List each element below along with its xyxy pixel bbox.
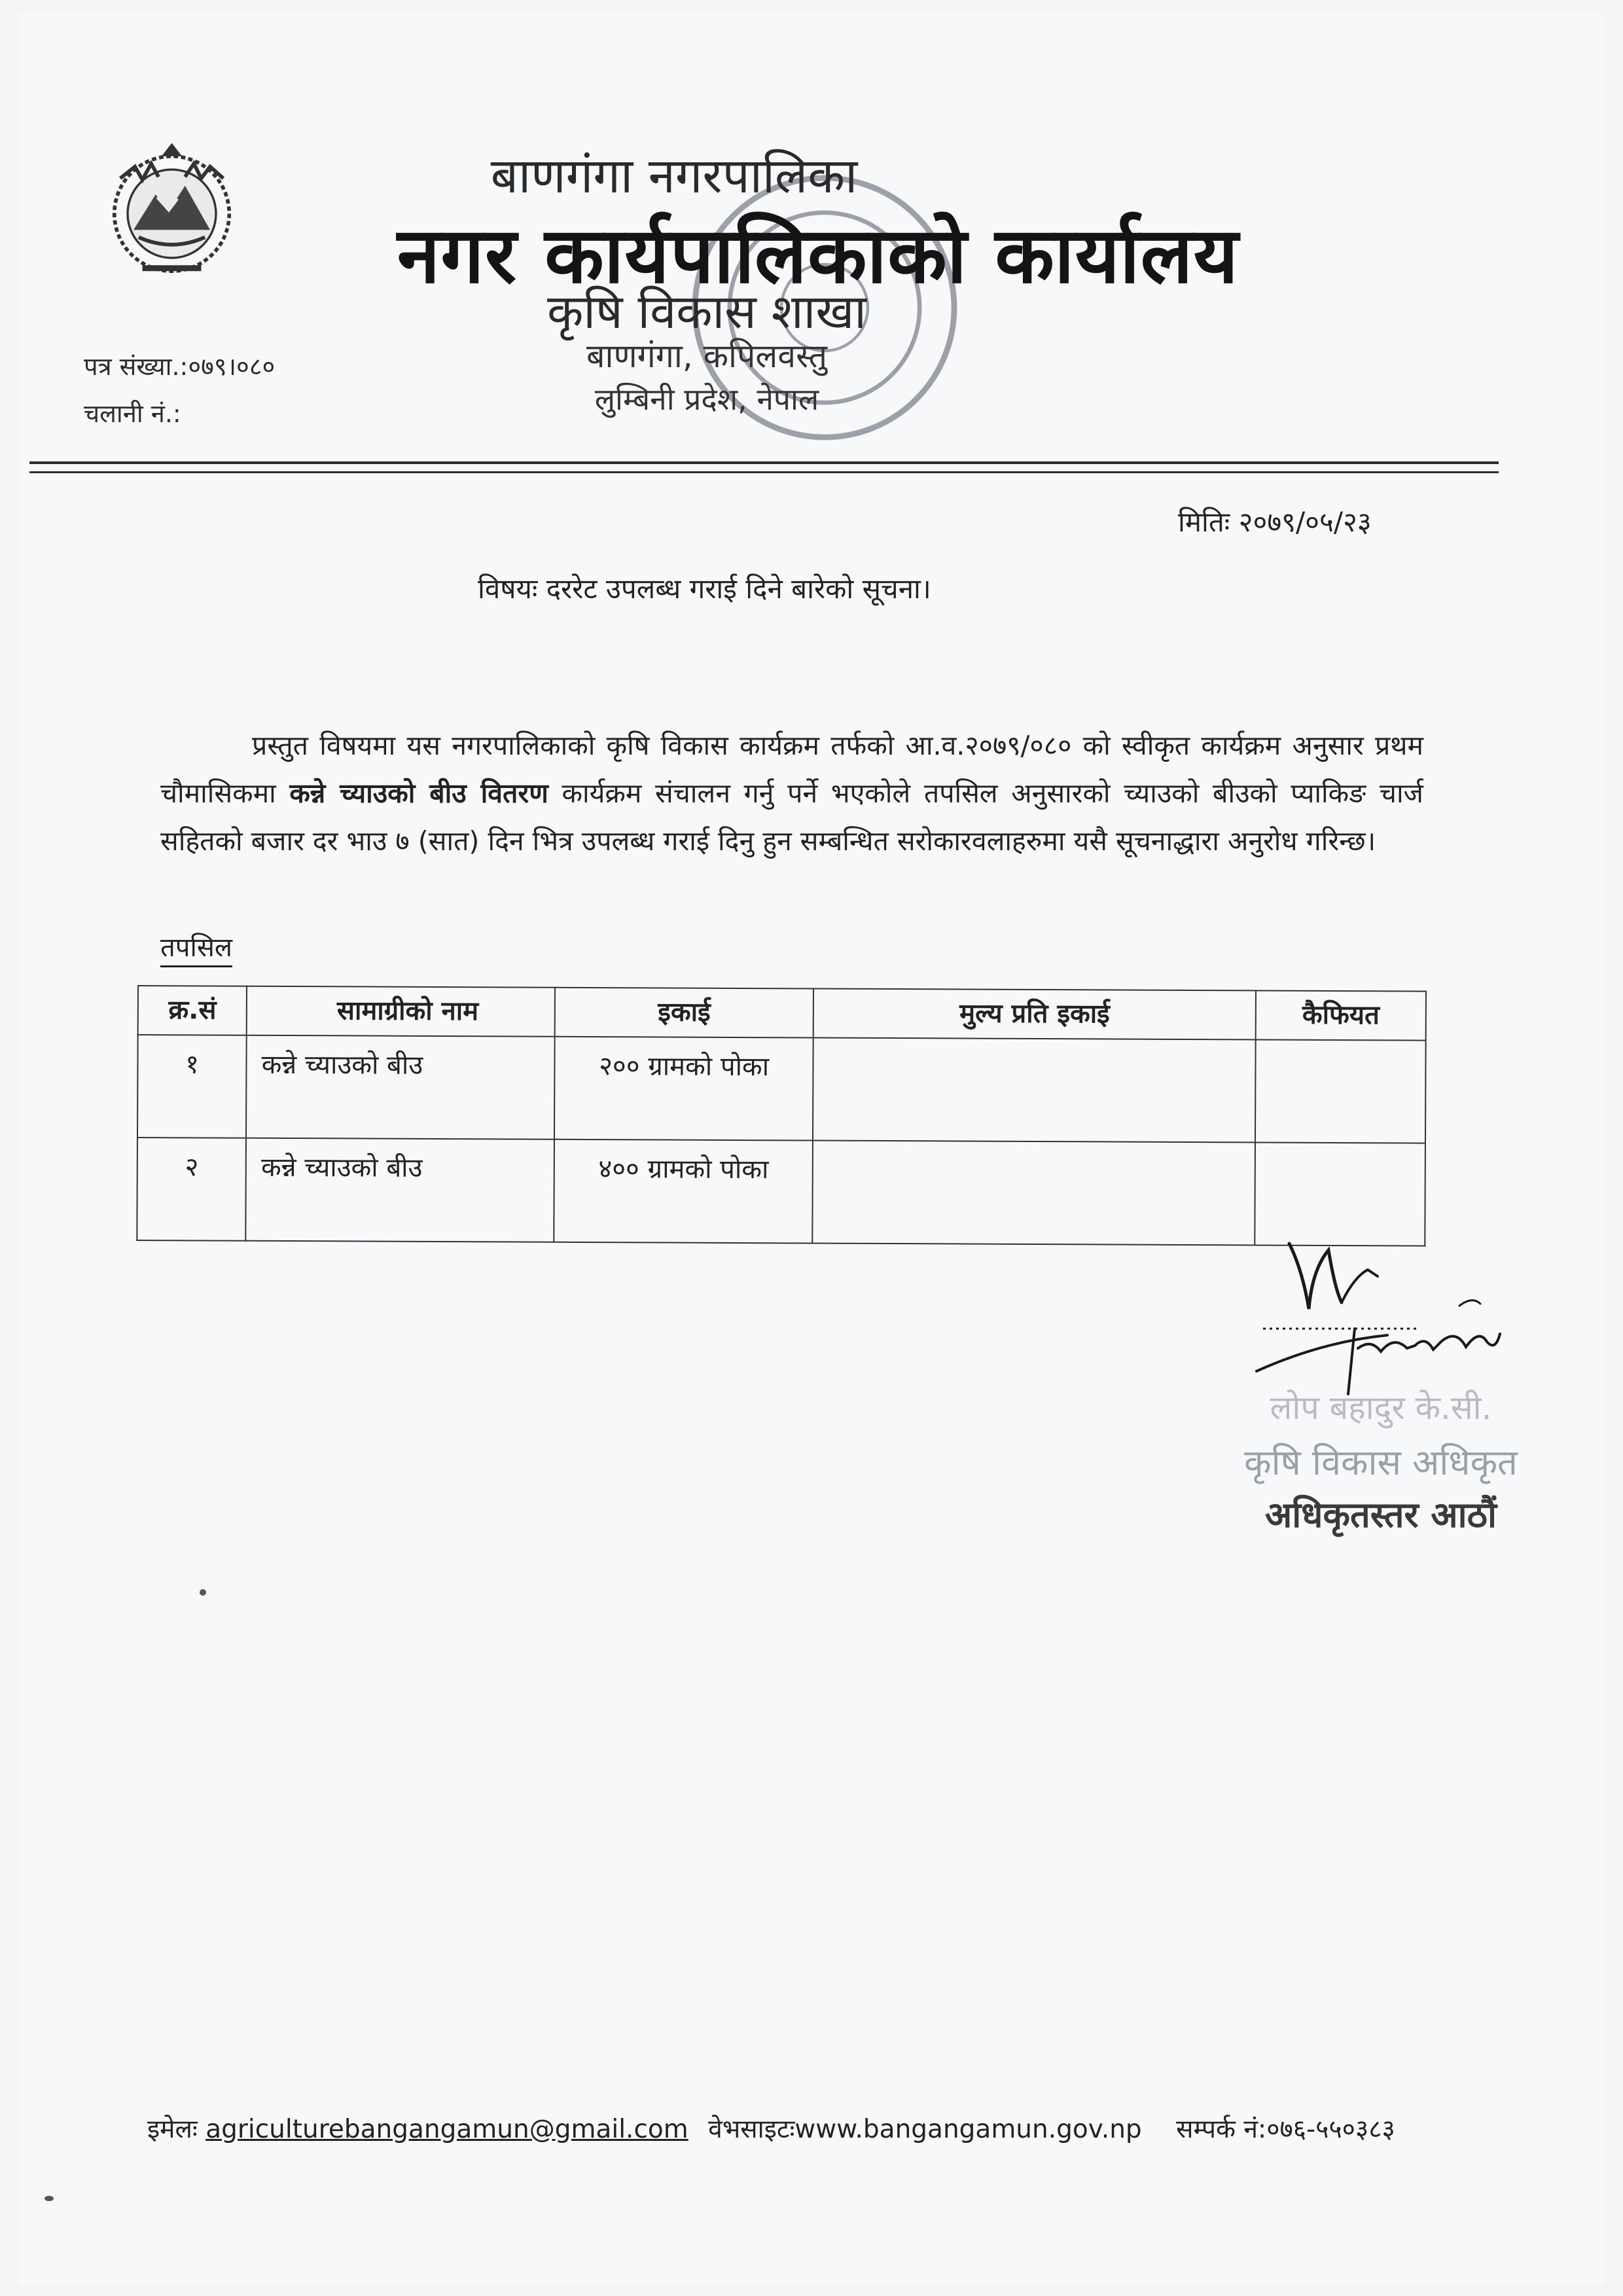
- letter-date: मितिः २०७९/०५/२३: [1178, 506, 1372, 538]
- table-row: [137, 1035, 1426, 1143]
- handwritten-signature: [1243, 1230, 1531, 1401]
- header-divider: [29, 461, 1499, 464]
- table-row: [137, 1138, 1425, 1246]
- cell-serial: २: [137, 1138, 246, 1241]
- cell-price: [812, 1141, 1255, 1246]
- cell-price: [813, 1038, 1256, 1143]
- header-branch: कृषि विकास शाखा: [547, 284, 866, 339]
- signatory-level: अधिकृतस्तर आठौं: [1265, 1494, 1497, 1535]
- footer-website-label: वेभसाइटः: [708, 2115, 795, 2144]
- header-divider-secondary: [29, 471, 1499, 473]
- cell-item-name: कन्ने च्याउको बीउ: [246, 1138, 555, 1242]
- letter-footer: [147, 2111, 1395, 2145]
- table-heading: तपसिल: [160, 928, 232, 967]
- footer-email-label: इमेलः: [147, 2115, 198, 2144]
- cell-serial: १: [137, 1035, 247, 1138]
- body-text-part2: कार्यक्रम संचालन गर्नु पर्ने भएकोले तपसिल अनुसारको च्याउको बीउको प्याकिङ चार्ज सहितको बजार दर भाउ ७ (सात) दिन भित्र उपलब्ध गराई दिनु हुन सम्बन्धित सरोकारवलाहरुमा यसै सूचनाद्धारा अनुरोध गरिन्छ।: [160, 778, 1423, 857]
- header-province: लुम्बिनी प्रदेश, नेपाल: [594, 382, 819, 417]
- column-header-unit: इकाई: [555, 988, 813, 1038]
- column-header-price: मुल्य प्रति इकाई: [813, 989, 1256, 1040]
- scan-speck: [200, 1589, 206, 1596]
- header-municipality: बाणगंगा नगरपालिका: [490, 148, 858, 204]
- footer-contact-label: सम्पर्क नं:: [1176, 2115, 1267, 2144]
- cell-unit: ४०० ग्रामको पोका: [554, 1139, 813, 1244]
- body-text-part1: प्रस्तुत विषयमा यस नगरपालिकाको कृषि विकास कार्यक्रम तर्फको आ.व.२०७९/०८० को स्वीकृत कार्यक्रम अनुसार प्रथम चौमासिकमा: [160, 730, 1423, 809]
- footer-contact-number: ०७६-५५०३८३: [1266, 2115, 1395, 2144]
- letter-subject: विषयः दररेट उपलब्ध गराई दिने बारेको सूचना।: [478, 573, 931, 605]
- header-location: बाणगंगा, कपिलवस्तु: [586, 337, 828, 375]
- table-header-row: [138, 986, 1426, 1041]
- items-table: [136, 985, 1427, 1247]
- cell-remarks: [1255, 1039, 1426, 1143]
- column-header-serial: क्र.सं: [138, 986, 247, 1035]
- signatory-name: लोप बहादुर के.सी.: [1270, 1389, 1492, 1427]
- column-header-remarks: कैफियत: [1256, 990, 1426, 1040]
- footer-website-link[interactable]: www.bangangamun.gov.np: [794, 2115, 1142, 2144]
- header-office: नगर कार्यपालिकाको कार्यालय: [397, 210, 1240, 300]
- body-text-highlight: कन्ने च्याउको बीउ वितरण: [289, 778, 548, 809]
- nepal-emblem-icon: [98, 134, 245, 281]
- cell-unit: २०० ग्रामको पोका: [554, 1037, 813, 1141]
- column-header-item-name: सामाग्रीको नाम: [247, 986, 555, 1037]
- dispatch-number: चलानी नं.:: [84, 399, 181, 428]
- letter-number: पत्र संख्या.:०७९।०८०: [84, 352, 276, 381]
- footer-email-link[interactable]: agriculturebangangamun@gmail.com: [205, 2115, 688, 2144]
- signatory-title: कृषि विकास अधिकृत: [1244, 1442, 1518, 1483]
- letter-body: [160, 722, 1423, 865]
- scan-speck: [45, 2196, 54, 2201]
- cell-item-name: कन्ने च्याउको बीउ: [246, 1035, 555, 1139]
